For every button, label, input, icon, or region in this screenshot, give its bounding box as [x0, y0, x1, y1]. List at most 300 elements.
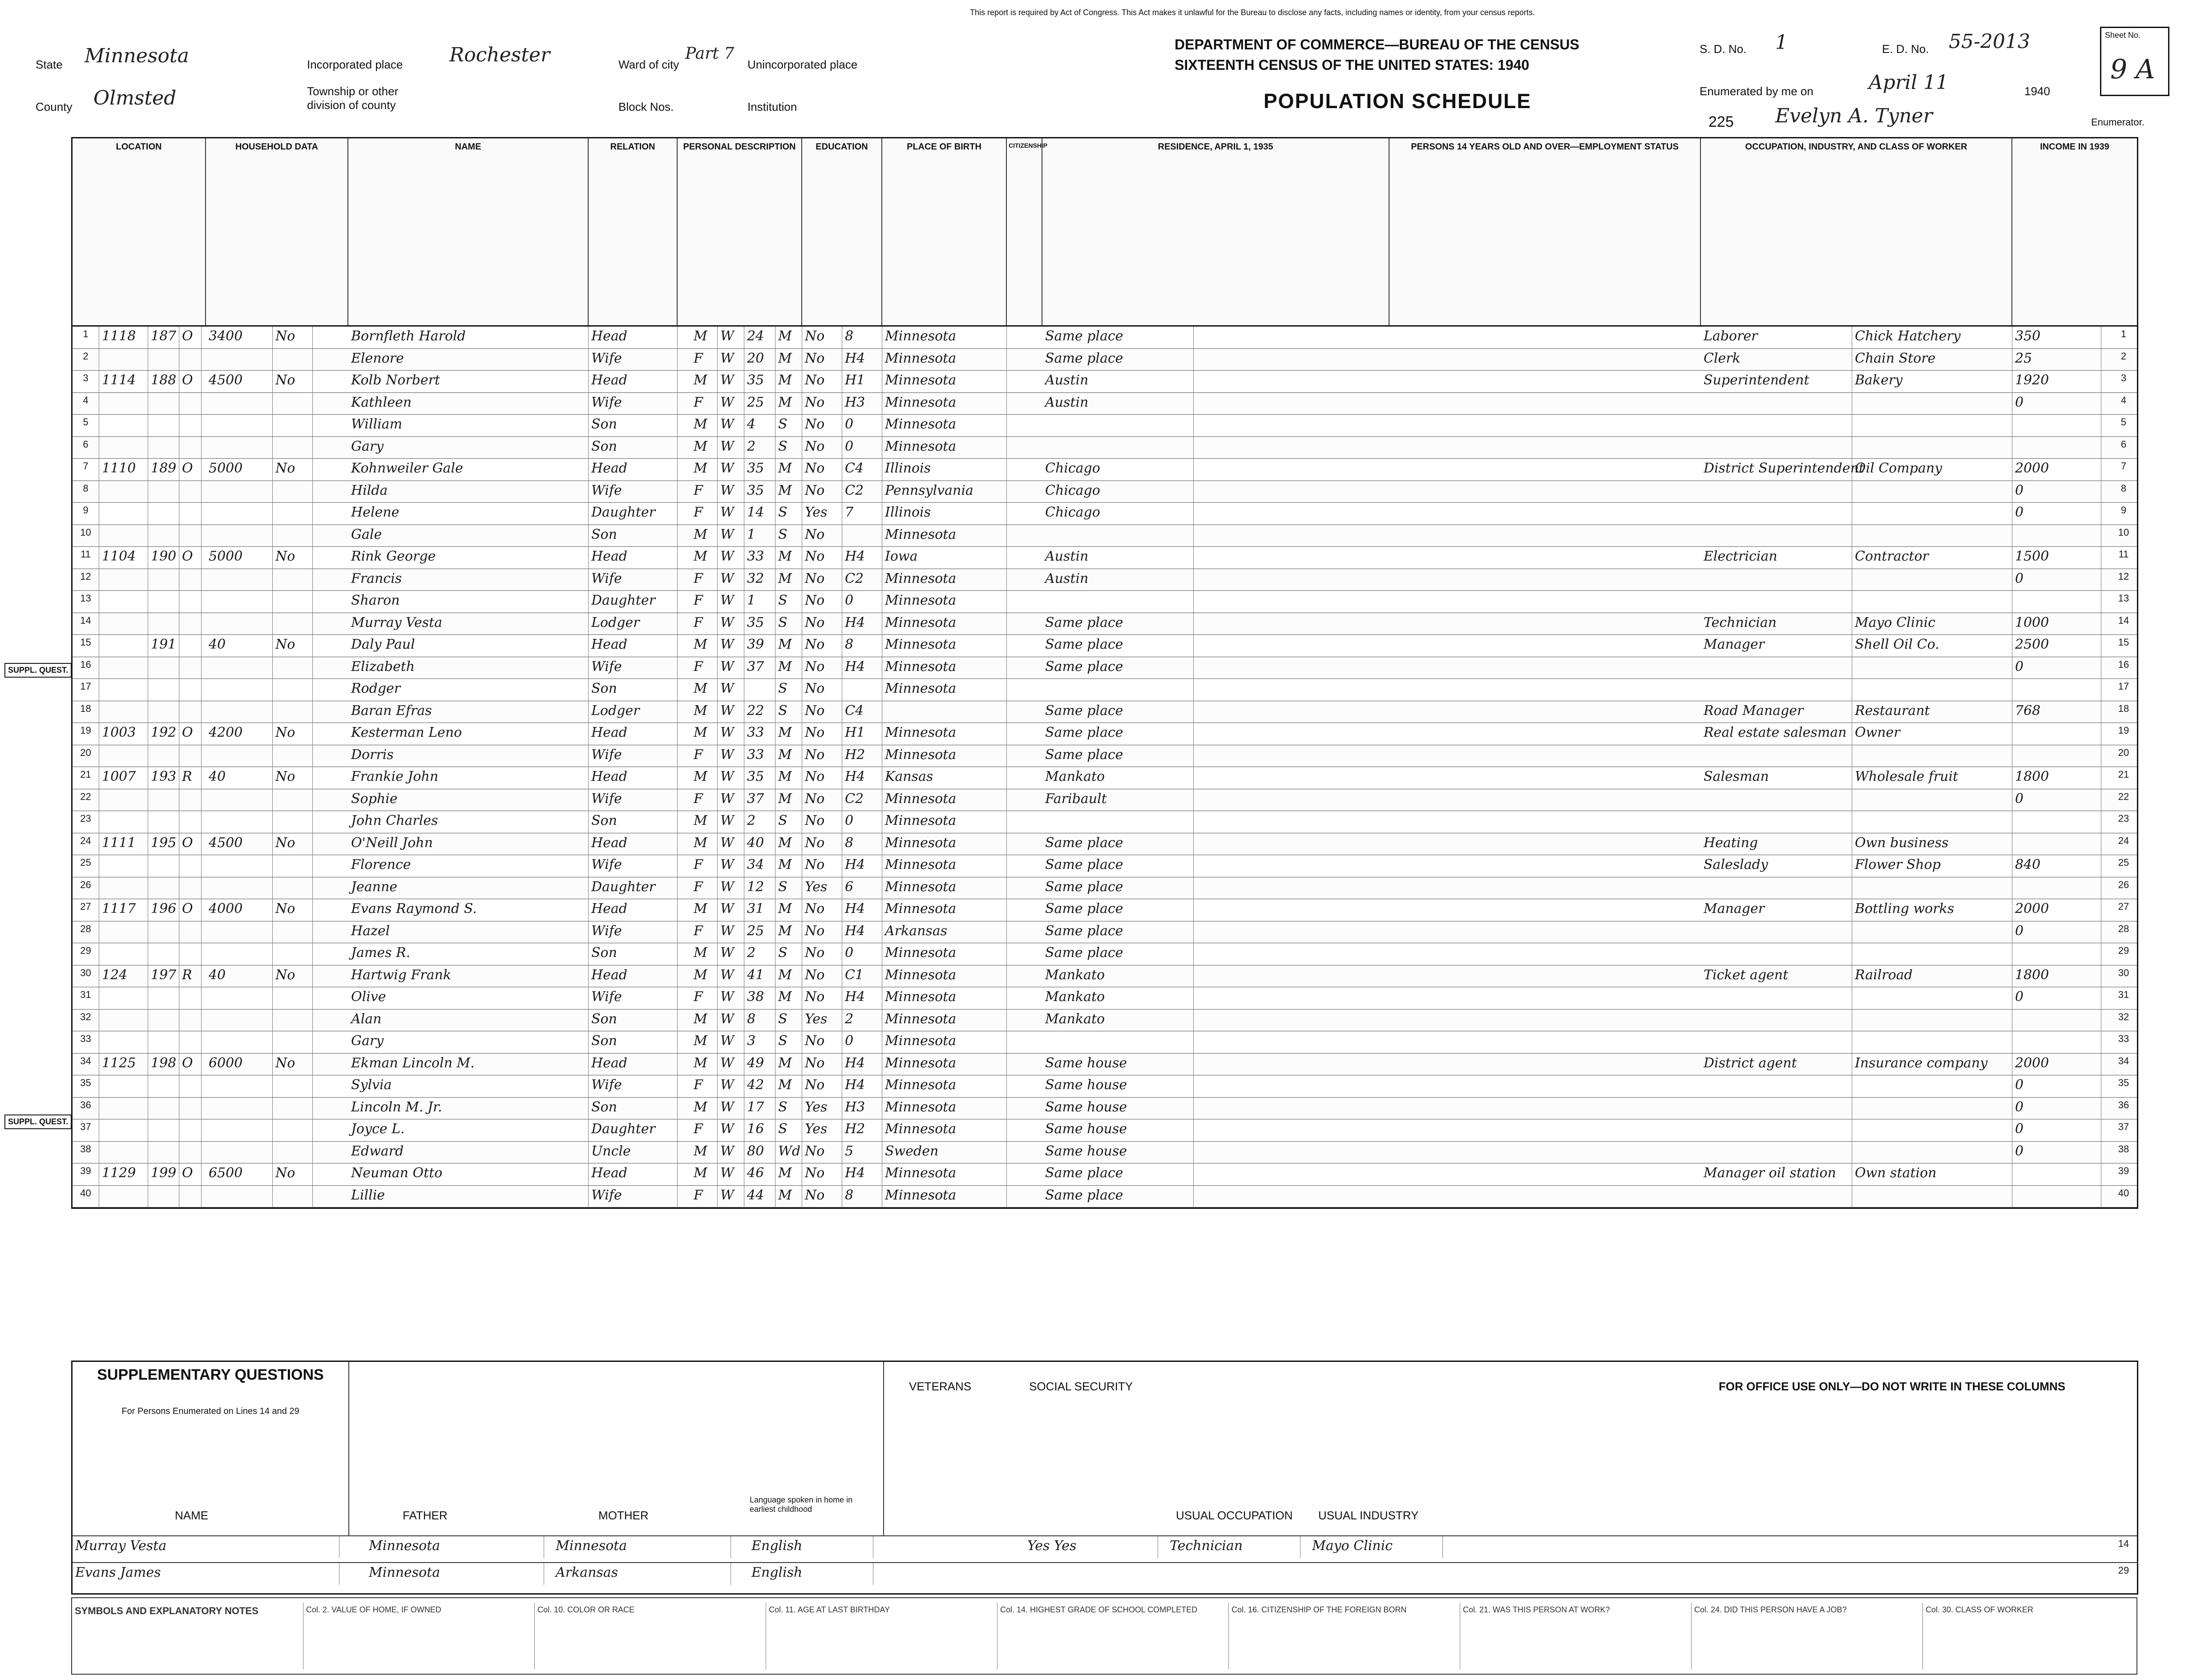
cell-grade: H4 [842, 1054, 882, 1075]
cell-ind: Bottling works [1852, 899, 2012, 921]
cell-school: No [802, 723, 842, 745]
cell-res: Austin [1042, 569, 1194, 591]
cell-race: W [718, 767, 744, 789]
cell-school: No [802, 943, 842, 965]
supp-ss-hdr: SOCIAL SECURITY [1029, 1380, 1133, 1393]
cell-race: W [718, 393, 744, 415]
cell-age [744, 679, 775, 701]
cell-res: Mankato [1042, 965, 1194, 987]
cell-income: 0 [2012, 569, 2101, 591]
cell-line-right: 4 [2120, 394, 2127, 406]
table-row [73, 349, 2137, 371]
cell-income [2012, 525, 2101, 547]
cell-occ [1701, 789, 1852, 811]
cell-race: W [718, 1098, 744, 1119]
cell-line: 16 [73, 657, 99, 679]
cell-ind [1852, 591, 2012, 613]
cell-house [99, 877, 148, 899]
enum-label: Enumerated by me on [1700, 85, 1813, 98]
cell-house [99, 701, 148, 723]
table-row [73, 1075, 2137, 1098]
cell-sex: F [691, 1075, 718, 1097]
cell-sex: M [691, 1098, 718, 1119]
col-household: HOUSEHOLD DATA [206, 138, 348, 325]
cell-value [206, 613, 273, 635]
cell-race: W [718, 1119, 744, 1141]
table-row [73, 833, 2137, 856]
cell-house [99, 679, 148, 701]
cell-line-right: 6 [2120, 438, 2127, 450]
cell-school: No [802, 767, 842, 789]
cell-income [2012, 591, 2101, 613]
cell-rel: Head [589, 899, 678, 921]
enumerator-label: Enumerator. [2091, 117, 2144, 128]
supp-line: 14 [2118, 1538, 2129, 1549]
cell-rel: Son [589, 415, 678, 436]
cell-grade [842, 525, 882, 547]
cell-line-right: 27 [2118, 901, 2129, 912]
cell-res: Same house [1042, 1119, 1194, 1141]
cell-mar: M [775, 371, 802, 392]
cell-res: Same place [1042, 723, 1194, 745]
cell-ind [1852, 1186, 2012, 1208]
cell-school: No [802, 393, 842, 415]
cell-value [206, 591, 273, 613]
cell-age: 35 [744, 767, 775, 789]
cell-age: 44 [744, 1186, 775, 1208]
cell-line-right: 31 [2118, 989, 2129, 1000]
cell-birth: Minnesota [882, 327, 1007, 348]
cell-sex: M [691, 459, 718, 481]
cell-race: W [718, 1186, 744, 1208]
cell-rel: Lodger [589, 613, 678, 635]
supp-father: Minnesota [366, 1563, 544, 1585]
ed-value: 55-2013 [1949, 30, 2030, 53]
cell-birth: Minnesota [882, 1119, 1007, 1141]
cell-tenure [179, 437, 202, 459]
cell-res: Mankato [1042, 987, 1194, 1009]
cell-age: 22 [744, 701, 775, 723]
cell-race: W [718, 987, 744, 1009]
cell-rel: Lodger [589, 701, 678, 723]
cell-line-right: 29 [2118, 945, 2129, 956]
cell-res [1042, 679, 1194, 701]
cell-res: Faribault [1042, 789, 1194, 811]
cell-value [206, 1031, 273, 1053]
cell-name: Gary [348, 1031, 589, 1053]
cell-rel: Wife [589, 657, 678, 679]
cell-ind: Flower Shop [1852, 855, 2012, 877]
cell-mar: S [775, 679, 802, 701]
cell-visit [148, 437, 179, 459]
table-row [73, 1142, 2137, 1164]
cell-ind: Insurance company [1852, 1054, 2012, 1075]
cell-tenure: O [179, 1054, 202, 1075]
cell-rel: Wife [589, 921, 678, 943]
cell-rel: Son [589, 811, 678, 833]
cell-visit [148, 789, 179, 811]
cell-line: 9 [73, 503, 99, 525]
cell-farm [273, 679, 313, 701]
table-row [73, 547, 2137, 569]
cell-school: No [802, 371, 842, 392]
cell-race: W [718, 415, 744, 436]
cell-age: 16 [744, 1119, 775, 1141]
cell-income: 0 [2012, 1119, 2101, 1141]
cell-school: Yes [802, 503, 842, 525]
cell-house [99, 503, 148, 525]
cell-res: Same place [1042, 1186, 1194, 1208]
cell-ind [1852, 745, 2012, 767]
cell-line: 5 [73, 415, 99, 436]
cell-value: 6500 [206, 1163, 273, 1185]
cell-line-right: 3 [2120, 372, 2127, 384]
cell-farm [273, 657, 313, 679]
cell-race: W [718, 459, 744, 481]
cell-res [1042, 591, 1194, 613]
cell-ind [1852, 437, 2012, 459]
cell-birth: Minnesota [882, 833, 1007, 855]
cell-mar: M [775, 1186, 802, 1208]
cell-tenure [179, 393, 202, 415]
cell-school: No [802, 701, 842, 723]
cell-sex: M [691, 701, 718, 723]
supp-title: SUPPLEMENTARY QUESTIONS [97, 1366, 324, 1383]
cell-race: W [718, 437, 744, 459]
cell-occ [1701, 1142, 1852, 1163]
cell-name: Evans Raymond S. [348, 899, 589, 921]
cell-line: 12 [73, 569, 99, 591]
cell-mar: M [775, 965, 802, 987]
cell-occ [1701, 437, 1852, 459]
cell-mar: M [775, 789, 802, 811]
cell-line-right: 32 [2118, 1011, 2129, 1022]
cell-mar: S [775, 613, 802, 635]
cell-income [2012, 437, 2101, 459]
cell-value [206, 437, 273, 459]
cell-income [2012, 1031, 2101, 1053]
cell-grade: H4 [842, 349, 882, 371]
cell-sex: M [691, 1010, 718, 1031]
cell-school: No [802, 635, 842, 657]
sd-label: S. D. No. [1700, 42, 1747, 56]
cell-name: Hazel [348, 921, 589, 943]
table-body [73, 327, 2137, 1208]
cell-race: W [718, 1031, 744, 1053]
cell-farm [273, 877, 313, 899]
cell-tenure [179, 745, 202, 767]
cell-res: Same place [1042, 613, 1194, 635]
note-col30: Col. 30. CLASS OF WORKER [1926, 1605, 2034, 1614]
cell-ind [1852, 393, 2012, 415]
cell-name: Ekman Lincoln M. [348, 1054, 589, 1075]
cell-ind [1852, 1031, 2012, 1053]
cell-occ: District agent [1701, 1054, 1852, 1075]
cell-line: 18 [73, 701, 99, 723]
cell-name: Edward [348, 1142, 589, 1163]
cell-grade: C2 [842, 789, 882, 811]
cell-grade: C4 [842, 701, 882, 723]
cell-sex: M [691, 723, 718, 745]
cell-age: 17 [744, 1098, 775, 1119]
cell-birth: Minnesota [882, 987, 1007, 1009]
cell-birth: Minnesota [882, 415, 1007, 436]
cell-age: 80 [744, 1142, 775, 1163]
cell-race: W [718, 811, 744, 833]
cell-rel: Wife [589, 481, 678, 503]
cell-school: No [802, 1031, 842, 1053]
cell-sex: F [691, 745, 718, 767]
cell-birth: Minnesota [882, 657, 1007, 679]
cell-school: No [802, 987, 842, 1009]
cell-house [99, 921, 148, 943]
cell-grade: C4 [842, 459, 882, 481]
cell-mar: M [775, 833, 802, 855]
cell-school: Yes [802, 1098, 842, 1119]
cell-line-right: 23 [2118, 813, 2129, 824]
cell-birth: Minnesota [882, 393, 1007, 415]
cell-mar: M [775, 459, 802, 481]
cell-birth: Minnesota [882, 1075, 1007, 1097]
cell-mar: M [775, 921, 802, 943]
cell-name: Alan [348, 1010, 589, 1031]
cell-house: 1111 [99, 833, 148, 855]
cell-occ: Manager [1701, 899, 1852, 921]
cell-line-right: 18 [2118, 703, 2129, 714]
cell-line: 10 [73, 525, 99, 547]
cell-farm: No [273, 833, 313, 855]
cell-value [206, 415, 273, 436]
cell-mar: S [775, 1119, 802, 1141]
cell-tenure [179, 1142, 202, 1163]
cell-visit [148, 393, 179, 415]
cell-school: No [802, 679, 842, 701]
cell-house: 1114 [99, 371, 148, 392]
table-row [73, 327, 2137, 349]
cell-tenure [179, 349, 202, 371]
cell-name: Lincoln M. Jr. [348, 1098, 589, 1119]
note-col24: Col. 24. DID THIS PERSON HAVE A JOB? [1692, 1603, 1923, 1669]
schedule-title: POPULATION SCHEDULE [1264, 89, 1531, 113]
cell-line-right: 5 [2120, 416, 2127, 428]
cell-birth: Minnesota [882, 899, 1007, 921]
cell-mar: M [775, 1075, 802, 1097]
cell-farm: No [273, 767, 313, 789]
cell-race: W [718, 503, 744, 525]
cell-tenure: R [179, 767, 202, 789]
cell-mar: S [775, 415, 802, 436]
cell-line-right: 33 [2118, 1033, 2129, 1044]
cell-value [206, 987, 273, 1009]
cell-tenure: O [179, 547, 202, 569]
cell-line-right: 28 [2118, 923, 2129, 934]
table-row [73, 481, 2137, 503]
cell-line-right: 35 [2118, 1077, 2129, 1088]
cell-line-right: 12 [2118, 570, 2129, 582]
supp-occ: Technician [1167, 1536, 1300, 1558]
cell-occ [1701, 877, 1852, 899]
cell-res: Same place [1042, 657, 1194, 679]
cell-name: O'Neill John [348, 833, 589, 855]
cell-res [1042, 415, 1194, 436]
col-income: INCOME IN 1939 [2040, 142, 2109, 152]
cell-age: 12 [744, 877, 775, 899]
table-row [73, 1119, 2137, 1142]
cell-value: 4200 [206, 723, 273, 745]
cell-occ [1701, 1098, 1852, 1119]
cell-value: 3400 [206, 327, 273, 348]
cell-farm [273, 987, 313, 1009]
cell-name: Hartwig Frank [348, 965, 589, 987]
cell-race: W [718, 1163, 744, 1185]
col-personal: PERSONAL DESCRIPTION [678, 138, 802, 325]
cell-name: Kathleen [348, 393, 589, 415]
cell-value [206, 855, 273, 877]
cell-visit: 195 [148, 833, 179, 855]
cell-income: 0 [2012, 1142, 2101, 1163]
supp-veterans-hdr: VETERANS [909, 1380, 972, 1393]
cell-rel: Son [589, 1098, 678, 1119]
cell-name: Kesterman Leno [348, 723, 589, 745]
cell-line-right: 1 [2120, 328, 2127, 339]
cell-age: 37 [744, 789, 775, 811]
cell-ind [1852, 525, 2012, 547]
cell-birth: Minnesota [882, 525, 1007, 547]
cell-mar: S [775, 877, 802, 899]
cell-income: 1920 [2012, 371, 2101, 392]
cell-birth: Minnesota [882, 745, 1007, 767]
cell-income [2012, 811, 2101, 833]
cell-res: Austin [1042, 547, 1194, 569]
cell-grade: 7 [842, 503, 882, 525]
cell-race: W [718, 855, 744, 877]
cell-tenure [179, 789, 202, 811]
table-row [73, 613, 2137, 635]
cell-line: 20 [73, 745, 99, 767]
cell-value [206, 1142, 273, 1163]
cell-mar: M [775, 899, 802, 921]
township-label: Township or other division of county [307, 85, 399, 112]
cell-visit [148, 1186, 179, 1208]
cell-value: 5000 [206, 547, 273, 569]
cell-birth: Minnesota [882, 811, 1007, 833]
cell-tenure [179, 591, 202, 613]
cell-mar: S [775, 503, 802, 525]
col-residence: RESIDENCE, APRIL 1, 1935 [1042, 138, 1389, 325]
cell-visit [148, 1075, 179, 1097]
cell-birth: Minnesota [882, 1031, 1007, 1053]
cell-farm [273, 943, 313, 965]
cell-race: W [718, 547, 744, 569]
cell-visit [148, 569, 179, 591]
cell-school: No [802, 1163, 842, 1185]
cell-income: 0 [2012, 481, 2101, 503]
cell-value: 6000 [206, 1054, 273, 1075]
cell-sex: F [691, 855, 718, 877]
cell-farm [273, 393, 313, 415]
cell-rel: Head [589, 767, 678, 789]
cell-grade: H4 [842, 657, 882, 679]
cell-name: Rink George [348, 547, 589, 569]
cell-mar: M [775, 327, 802, 348]
cell-income: 1000 [2012, 613, 2101, 635]
cell-value [206, 679, 273, 701]
enum-date: April 11 [1869, 71, 1949, 94]
cell-race: W [718, 877, 744, 899]
cell-res: Austin [1042, 393, 1194, 415]
cell-house: 1007 [99, 767, 148, 789]
cell-ind [1852, 569, 2012, 591]
cell-farm [273, 745, 313, 767]
cell-birth: Minnesota [882, 789, 1007, 811]
cell-visit: 187 [148, 327, 179, 348]
cell-line-right: 38 [2118, 1143, 2129, 1155]
cell-mar: S [775, 1098, 802, 1119]
cell-farm [273, 481, 313, 503]
cell-income [2012, 833, 2101, 855]
table-row [73, 657, 2137, 679]
cell-occ [1701, 503, 1852, 525]
cell-age: 35 [744, 371, 775, 392]
cell-house [99, 591, 148, 613]
cell-income: 2000 [2012, 1054, 2101, 1075]
cell-name: Sharon [348, 591, 589, 613]
cell-rel: Son [589, 1031, 678, 1053]
cell-line: 24 [73, 833, 99, 855]
cell-line-right: 26 [2118, 879, 2129, 890]
cell-income: 840 [2012, 855, 2101, 877]
supplementary-section [71, 1361, 2138, 1595]
table-row [73, 723, 2137, 745]
cell-value: 4500 [206, 371, 273, 392]
cell-age: 2 [744, 943, 775, 965]
cell-visit: 188 [148, 371, 179, 392]
supp-father-hdr: FATHER [403, 1509, 448, 1522]
cell-tenure: O [179, 327, 202, 348]
cell-visit [148, 1119, 179, 1141]
cell-line: 34 [73, 1054, 99, 1075]
cell-school: No [802, 745, 842, 767]
cell-house [99, 613, 148, 635]
cell-race: W [718, 569, 744, 591]
cell-farm [273, 437, 313, 459]
cell-res: Same place [1042, 745, 1194, 767]
cell-age: 33 [744, 745, 775, 767]
cell-line-right: 25 [2118, 857, 2129, 868]
cell-farm [273, 569, 313, 591]
cell-birth: Minnesota [882, 723, 1007, 745]
cell-rel: Head [589, 635, 678, 657]
table-header [73, 138, 2137, 327]
table-row [73, 899, 2137, 921]
cell-line-right: 19 [2118, 725, 2129, 736]
cell-line: 26 [73, 877, 99, 899]
institution-label: Institution [747, 100, 797, 113]
cell-race: W [718, 1010, 744, 1031]
cell-line: 8 [73, 481, 99, 503]
cell-grade: C1 [842, 965, 882, 987]
cell-sex: F [691, 1186, 718, 1208]
cell-tenure [179, 525, 202, 547]
cell-birth: Minnesota [882, 855, 1007, 877]
cell-house [99, 569, 148, 591]
table-row [73, 1098, 2137, 1120]
cell-line-right: 40 [2118, 1187, 2129, 1199]
table-row [73, 855, 2137, 877]
cell-race: W [718, 481, 744, 503]
cell-res: Same place [1042, 635, 1194, 657]
cell-race: W [718, 525, 744, 547]
